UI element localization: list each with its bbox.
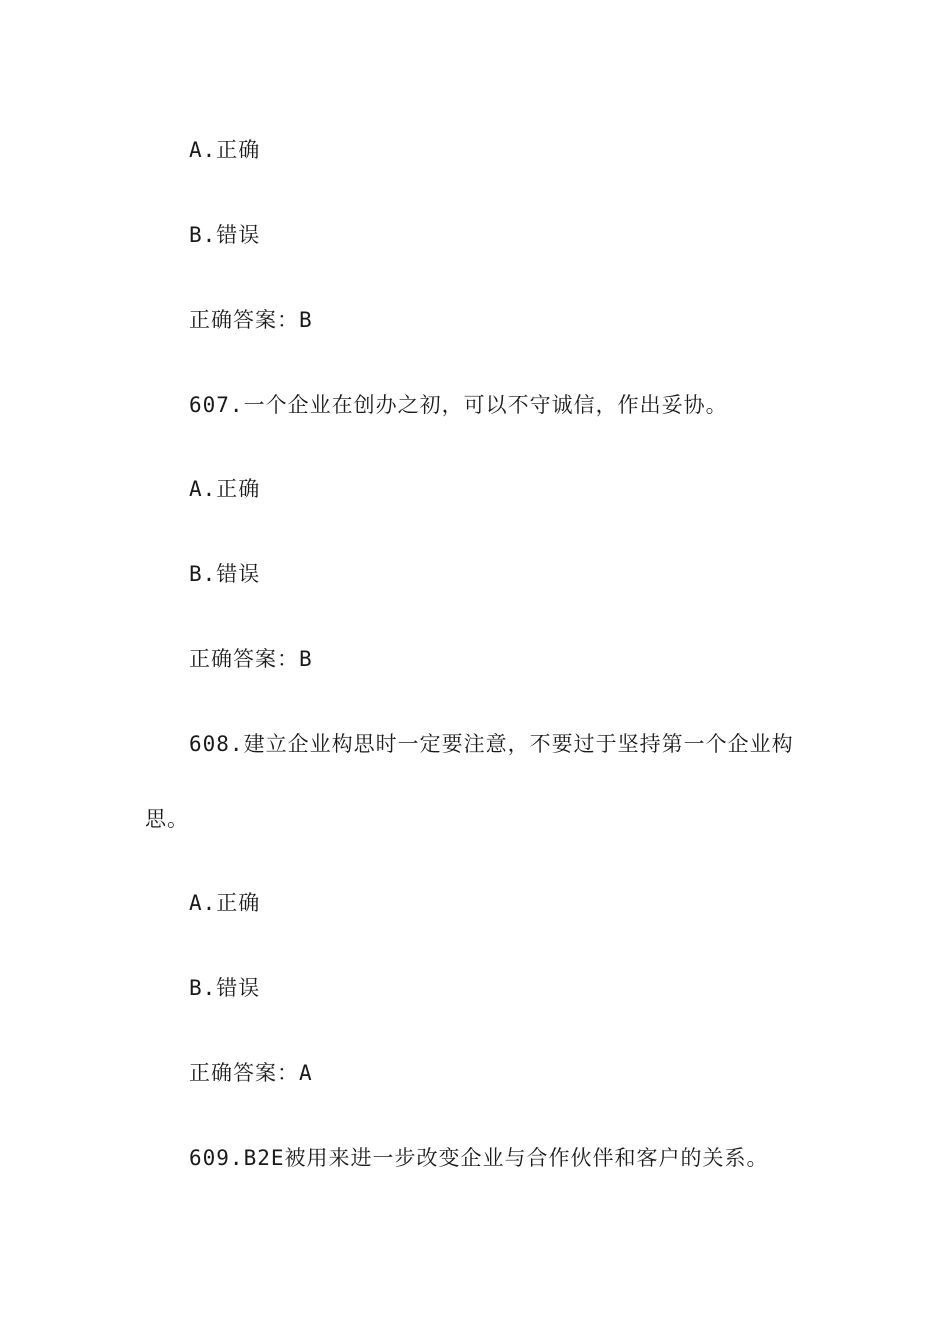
option-b: B.错误 bbox=[189, 562, 261, 586]
question-608-line-2: 思。 bbox=[145, 807, 189, 831]
option-b: B.错误 bbox=[189, 976, 261, 1000]
answer-line: 正确答案：B bbox=[189, 647, 313, 671]
answer-line: 正确答案：A bbox=[189, 1061, 313, 1085]
question-607: 607.一个企业在创办之初，可以不守诚信，作出妥协。 bbox=[189, 393, 728, 417]
option-a: A.正确 bbox=[189, 138, 261, 162]
option-a: A.正确 bbox=[189, 477, 261, 501]
answer-line: 正确答案：B bbox=[189, 308, 313, 332]
option-b: B.错误 bbox=[189, 223, 261, 247]
question-608-line-1: 608.建立企业构思时一定要注意，不要过于坚持第一个企业构 bbox=[189, 732, 794, 756]
option-a: A.正确 bbox=[189, 891, 261, 915]
question-609: 609.B2E被用来进一步改变企业与合作伙伴和客户的关系。 bbox=[189, 1146, 769, 1170]
